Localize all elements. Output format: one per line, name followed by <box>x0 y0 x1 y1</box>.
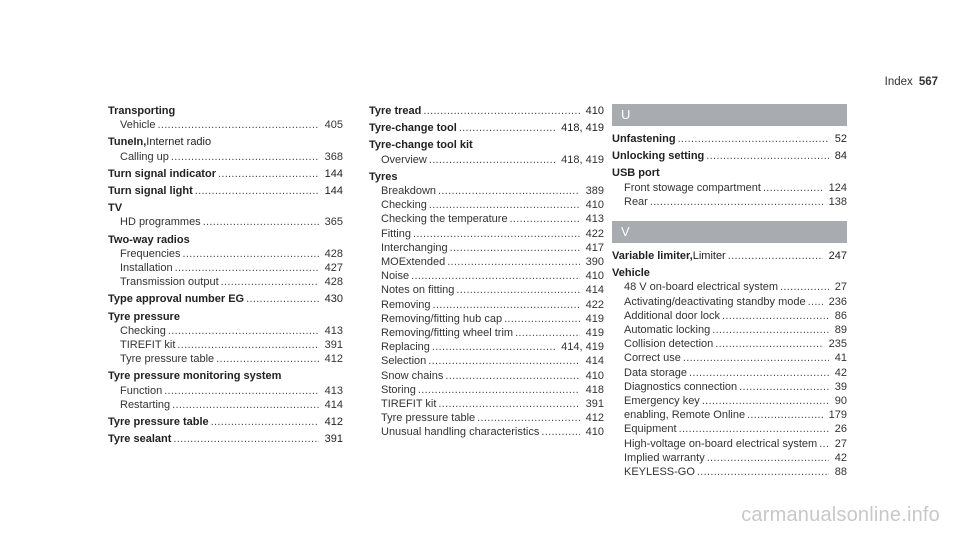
leader-dots <box>411 269 580 283</box>
leader-dots <box>706 149 828 163</box>
leader-dots <box>689 366 829 380</box>
entry-text: Removing/fitting wheel trim <box>381 327 514 340</box>
index-subentry[interactable] <box>612 295 847 309</box>
leader-dots <box>433 298 580 312</box>
watermark: carmanualsonline.info <box>741 504 940 526</box>
page-ref[interactable]: 414, 419 <box>561 341 604 354</box>
index-subentry[interactable] <box>369 411 604 425</box>
index-subentry[interactable] <box>108 398 343 412</box>
index-subentry[interactable] <box>369 153 604 167</box>
entry-text: Calling up <box>120 150 169 163</box>
index-subentry[interactable] <box>612 422 847 436</box>
entry-text: Checking <box>120 324 166 337</box>
leader-dots <box>819 437 829 451</box>
leader-dots <box>171 150 319 164</box>
entry-text: Selection <box>381 355 427 368</box>
index-entry[interactable] <box>108 292 343 306</box>
page-ref[interactable]: 410 <box>585 105 604 117</box>
index-heading: Transporting <box>108 105 176 117</box>
leader-dots <box>763 181 823 195</box>
leader-dots <box>515 326 580 340</box>
header-label: Index <box>884 76 913 88</box>
page-ref[interactable]: 422 <box>585 227 604 240</box>
entry-text: MOExtended <box>381 256 446 269</box>
page-ref[interactable]: 179 <box>828 409 847 422</box>
index-heading: Tyre-change tool kit <box>369 139 473 152</box>
entry-text: Removing <box>381 298 431 311</box>
page-ref[interactable]: 39 <box>834 380 847 393</box>
page-ref[interactable]: 84 <box>834 150 847 163</box>
entry-text: Installation <box>120 262 173 275</box>
index-subentry[interactable] <box>369 369 604 383</box>
page-ref[interactable]: 235 <box>828 338 847 351</box>
index-subentry[interactable] <box>369 227 604 241</box>
page-ref[interactable]: 86 <box>834 309 847 322</box>
entry-text: Tyre sealant <box>108 433 172 446</box>
leader-dots <box>702 394 829 408</box>
page-ref[interactable]: 89 <box>834 324 847 337</box>
leader-dots <box>221 275 319 289</box>
index-entry[interactable] <box>108 415 343 429</box>
page-ref[interactable]: 418 <box>585 383 604 396</box>
entry-text: Removing/fitting hub cap <box>381 312 503 325</box>
index-subentry[interactable] <box>108 215 343 229</box>
entry-text: Turn signal light <box>108 185 193 198</box>
leader-dots <box>541 425 579 439</box>
page-ref[interactable]: 88 <box>834 466 847 479</box>
index-subentry[interactable] <box>612 280 847 294</box>
index-subentry[interactable] <box>612 451 847 465</box>
page-ref[interactable]: 236 <box>828 295 847 308</box>
leader-dots <box>747 408 823 422</box>
page-ref[interactable]: 427 <box>324 262 343 275</box>
entry-text: Vehicle <box>120 119 156 132</box>
page-ref[interactable]: 428 <box>324 276 343 289</box>
index-entry[interactable] <box>369 104 604 118</box>
page-ref[interactable]: 144 <box>324 167 343 180</box>
leader-dots <box>413 227 580 241</box>
entry-text: Tyre-change tool <box>369 122 457 135</box>
leader-dots <box>683 351 829 365</box>
index-heading: Vehicle <box>612 267 650 280</box>
page-ref[interactable]: 413 <box>585 213 604 226</box>
heading-text: TuneIn, <box>108 136 147 149</box>
entry-text: Data storage <box>624 366 687 379</box>
leader-dots <box>429 153 555 167</box>
entry-text: Correct use <box>624 352 681 365</box>
index-heading: Tyres <box>369 170 398 183</box>
index-entry[interactable] <box>108 167 343 181</box>
leader-dots <box>246 292 319 306</box>
index-subentry[interactable] <box>369 241 604 255</box>
index-subentry[interactable] <box>369 312 604 326</box>
leader-dots <box>216 352 318 366</box>
page-ref[interactable]: 410 <box>585 426 604 439</box>
entry-text: Implied warranty <box>624 451 705 464</box>
entry-text: Interchanging <box>381 241 448 254</box>
entry-text: Collision detection <box>624 338 714 351</box>
index-subentry[interactable] <box>108 247 343 261</box>
page-ref[interactable]: 413 <box>324 384 343 397</box>
page-ref[interactable]: 247 <box>828 250 847 263</box>
entry-text: Tyre pressure table <box>381 412 476 425</box>
entry-text: 48 V on-board electrical system <box>624 281 779 294</box>
leader-dots <box>168 324 319 338</box>
page-ref[interactable]: 417 <box>585 241 604 254</box>
entry-text: High-voltage on-board electrical system <box>624 437 818 450</box>
entry-text: TIREFIT kit <box>381 398 437 411</box>
leader-dots <box>650 195 823 209</box>
index-subentry[interactable] <box>369 354 604 368</box>
page-ref[interactable]: 27 <box>834 437 847 450</box>
index-subentry[interactable] <box>369 269 604 283</box>
entry-text: Equipment <box>624 423 677 436</box>
entry-text: Front stowage compartment <box>624 181 761 194</box>
index-entry[interactable] <box>108 432 343 446</box>
leader-dots <box>707 451 829 465</box>
index-subentry[interactable] <box>108 150 343 164</box>
section-letter: U <box>612 104 847 126</box>
entry-text: Tyre pressure table <box>108 416 209 429</box>
page-ref[interactable]: 124 <box>828 181 847 194</box>
page-ref[interactable]: 41 <box>834 352 847 365</box>
page-ref[interactable]: 52 <box>834 133 847 145</box>
index-subentry[interactable] <box>108 384 343 398</box>
entry-text: Transmission output <box>120 276 219 289</box>
leader-dots <box>678 132 829 146</box>
index-heading: TV <box>108 202 123 215</box>
leader-dots <box>679 422 829 436</box>
index-entry[interactable] <box>369 121 604 135</box>
leader-dots <box>183 247 319 261</box>
index-subentry[interactable] <box>612 366 847 380</box>
page-ref[interactable]: 389 <box>585 185 604 198</box>
page-ref[interactable]: 42 <box>834 366 847 379</box>
entry-text: Storing <box>381 383 416 396</box>
page-ref[interactable]: 42 <box>834 451 847 464</box>
index-subentry[interactable] <box>369 340 604 354</box>
page-ref[interactable]: 391 <box>585 398 604 411</box>
page-ref[interactable]: 138 <box>828 195 847 208</box>
page-number: 567 <box>918 76 938 88</box>
page-ref[interactable]: 419 <box>585 312 604 325</box>
heading-note: Internet radio <box>146 136 212 149</box>
entry-text: Rear <box>624 195 648 208</box>
index-subentry[interactable] <box>369 383 604 397</box>
index-heading <box>108 135 343 149</box>
index-subentry[interactable] <box>108 118 343 132</box>
page-ref[interactable]: 390 <box>585 256 604 269</box>
page-ref[interactable]: 368 <box>324 150 343 163</box>
index-subentry[interactable] <box>108 261 343 275</box>
leader-dots <box>504 312 580 326</box>
leader-dots <box>697 465 829 479</box>
leader-dots <box>459 121 555 135</box>
index-subentry[interactable] <box>108 352 343 366</box>
leader-dots <box>428 354 579 368</box>
leader-dots <box>195 184 319 198</box>
leader-dots <box>172 398 319 412</box>
index-subentry[interactable] <box>369 184 604 198</box>
entry-text: Unlocking setting <box>612 150 705 163</box>
index-subentry[interactable] <box>612 323 847 337</box>
entry-text: Checking the temperature <box>381 213 508 226</box>
entry-text: Overview <box>381 153 427 166</box>
index-heading: Two-way radios <box>108 233 190 246</box>
index-column-3 <box>612 104 847 479</box>
page-ref[interactable]: 410 <box>585 369 604 382</box>
index-heading: Tyre pressure <box>108 310 180 323</box>
index-column-2 <box>369 104 604 440</box>
leader-dots <box>218 167 319 181</box>
page-ref[interactable]: 26 <box>834 423 847 436</box>
leader-dots <box>203 215 319 229</box>
page-ref[interactable]: 412 <box>324 416 343 429</box>
leader-dots <box>438 184 580 198</box>
entry-text: Snow chains <box>381 369 444 382</box>
entry-text: Notes on fitting <box>381 284 455 297</box>
index-subentry[interactable] <box>369 255 604 269</box>
entry-text: Type approval number EG <box>108 293 245 306</box>
entry-text: Restarting <box>120 398 171 411</box>
leader-dots <box>808 295 823 309</box>
index-heading: USB port <box>612 167 660 180</box>
entry-text: Breakdown <box>381 185 437 198</box>
entry-text: Automatic locking <box>624 324 711 337</box>
leader-dots <box>445 369 579 383</box>
leader-dots <box>450 241 580 255</box>
entry-text: Emergency key <box>624 395 700 408</box>
index-entry[interactable] <box>612 132 847 146</box>
leader-dots <box>456 283 579 297</box>
page-ref[interactable]: 391 <box>324 433 343 446</box>
entry-text: Noise <box>381 270 410 283</box>
entry-text: Additional door lock <box>624 309 721 322</box>
entry-text: Unusual handling characteristics <box>381 426 540 439</box>
index-column-1 <box>108 104 343 446</box>
page-ref[interactable]: 27 <box>834 281 847 294</box>
leader-dots <box>477 411 579 425</box>
index-subentry[interactable] <box>369 198 604 212</box>
index-subentry[interactable] <box>108 324 343 338</box>
page-ref[interactable]: 414 <box>324 398 343 411</box>
leader-dots <box>432 340 555 354</box>
page-ref[interactable]: 422 <box>585 298 604 311</box>
entry-text: TIREFIT kit <box>120 339 176 352</box>
entry-text: Activating/deactivating standby mode <box>624 295 806 308</box>
page-ref[interactable]: 144 <box>324 185 343 198</box>
page-ref[interactable]: 430 <box>324 293 343 306</box>
index-subentry[interactable] <box>369 212 604 226</box>
leader-dots <box>780 280 829 294</box>
leader-dots <box>175 261 319 275</box>
entry-text: Tyre pressure table <box>120 353 215 366</box>
leader-dots <box>164 384 318 398</box>
entry-text: KEYLESS-GO <box>624 466 695 479</box>
index-subentry[interactable] <box>612 351 847 365</box>
entry-text: Replacing <box>381 341 430 354</box>
entry-text: Tyre tread <box>369 105 422 117</box>
entry-text: Diagnostics connection <box>624 380 738 393</box>
entry-text: Variable limiter, <box>612 250 693 263</box>
leader-dots <box>728 249 823 263</box>
leader-dots <box>739 380 829 394</box>
leader-dots <box>429 198 580 212</box>
page-ref[interactable]: 410 <box>585 199 604 212</box>
index-subentry[interactable] <box>612 465 847 479</box>
entry-text: Unfastening <box>612 133 676 145</box>
entry-text: enabling, Remote Online <box>624 409 746 422</box>
page-ref[interactable]: 405 <box>324 119 343 132</box>
leader-dots <box>447 255 579 269</box>
leader-dots <box>418 383 580 397</box>
index-subentry[interactable] <box>612 309 847 323</box>
entry-text: Turn signal indicator <box>108 167 216 180</box>
index-entry[interactable] <box>612 149 847 163</box>
index-entry[interactable] <box>612 249 847 263</box>
page-ref[interactable]: 90 <box>834 395 847 408</box>
entry-note: Limiter <box>692 250 726 263</box>
page-ref[interactable]: 428 <box>324 247 343 260</box>
index-subentry[interactable] <box>612 394 847 408</box>
index-subentry[interactable] <box>108 275 343 289</box>
index-subentry[interactable] <box>369 326 604 340</box>
index-subentry[interactable] <box>612 195 847 209</box>
entry-text: Function <box>120 384 163 397</box>
leader-dots <box>157 118 318 132</box>
index-subentry[interactable] <box>369 283 604 297</box>
page-ref[interactable]: 412 <box>324 353 343 366</box>
page-ref[interactable]: 413 <box>324 324 343 337</box>
leader-dots <box>177 338 318 352</box>
leader-dots <box>715 337 822 351</box>
index-subentry[interactable] <box>369 425 604 439</box>
leader-dots <box>423 104 579 118</box>
index-subentry[interactable] <box>612 181 847 195</box>
leader-dots <box>712 323 829 337</box>
page-ref[interactable]: 412 <box>585 412 604 425</box>
entry-text: Fitting <box>381 227 411 240</box>
page-ref[interactable]: 418, 419 <box>561 153 604 166</box>
index-subentry[interactable] <box>108 338 343 352</box>
entry-text: HD programmes <box>120 216 201 229</box>
index-subentry[interactable] <box>612 380 847 394</box>
page-header <box>885 76 938 88</box>
leader-dots <box>211 415 319 429</box>
leader-dots <box>173 432 318 446</box>
entry-text: Checking <box>381 199 427 212</box>
page-ref[interactable]: 418, 419 <box>561 122 604 135</box>
index-subentry[interactable] <box>612 408 847 422</box>
index-subentry[interactable] <box>612 337 847 351</box>
page-ref[interactable]: 391 <box>324 339 343 352</box>
page-ref[interactable]: 414 <box>585 355 604 368</box>
leader-dots <box>510 212 580 226</box>
page-ref[interactable]: 419 <box>585 327 604 340</box>
page-ref[interactable]: 414 <box>585 284 604 297</box>
leader-dots <box>722 309 829 323</box>
index-subentry[interactable] <box>369 397 604 411</box>
section-letter: V <box>612 221 847 243</box>
entry-text: Frequencies <box>120 247 181 260</box>
index-subentry[interactable] <box>369 298 604 312</box>
index-heading: Tyre pressure monitoring system <box>108 370 282 383</box>
page-ref[interactable]: 410 <box>585 270 604 283</box>
leader-dots <box>438 397 579 411</box>
index-subentry[interactable] <box>612 437 847 451</box>
page-ref[interactable]: 365 <box>324 216 343 229</box>
index-entry[interactable] <box>108 184 343 198</box>
